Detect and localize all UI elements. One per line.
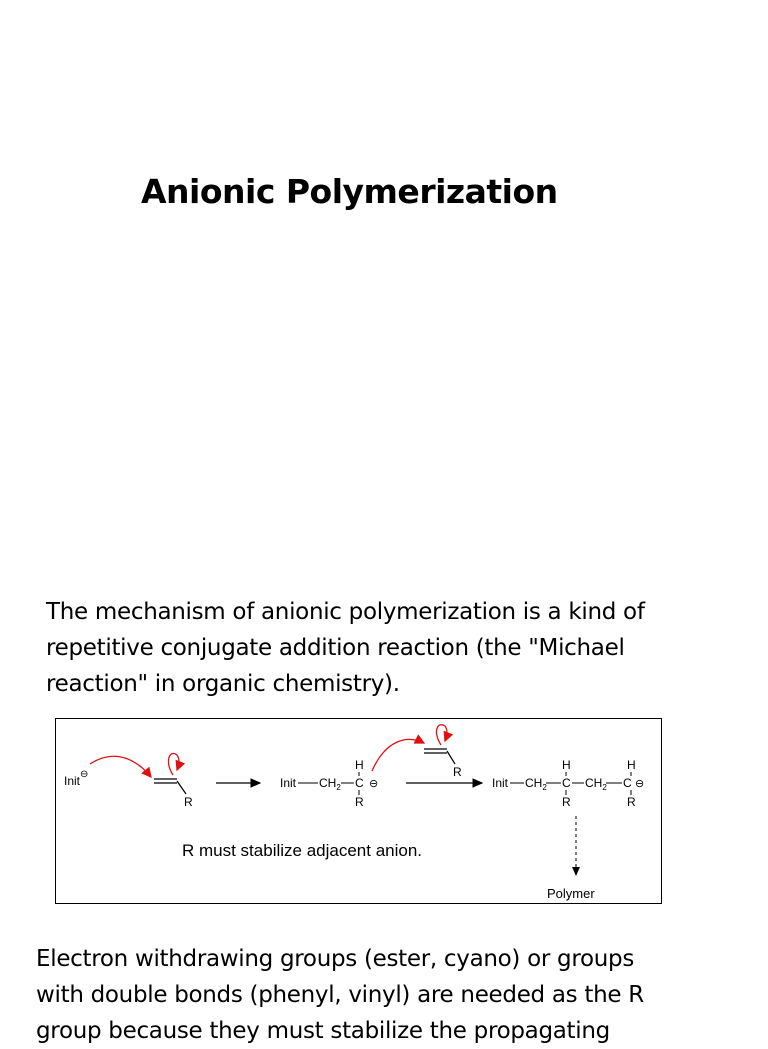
polymer-label: Polymer (547, 886, 595, 901)
initiator-label: Init (280, 776, 297, 790)
r-group-label: R (562, 795, 571, 809)
anion-charge-icon: ⊖ (80, 769, 89, 780)
r-group-label: R (355, 795, 364, 809)
pi-bond-arrow (436, 725, 446, 745)
carbon-label: C (355, 776, 364, 790)
ch2-label: $CH_2$ (525, 776, 547, 792)
bond-to-r (447, 751, 455, 764)
mechanism-diagram (56, 719, 663, 905)
r-group-label: R (453, 765, 462, 779)
hydrogen-label: H (562, 758, 571, 772)
initiator-label: Init (64, 774, 81, 788)
bond-to-r (177, 781, 186, 794)
slide-title: Anionic Polymerization (141, 172, 558, 211)
intro-line: repetitive conjugate addition reaction (the "Michael (46, 635, 625, 661)
intro-line: The mechanism of anionic polymerization is a kind of (46, 599, 645, 625)
intro-paragraph (46, 594, 746, 702)
explanation-line: with double bonds (phenyl, vinyl) are needed as the R (36, 982, 644, 1008)
mechanism-figure (55, 718, 662, 904)
r-group-label: R (184, 795, 193, 809)
electron-push-arrow (90, 756, 151, 777)
electron-push-arrow (372, 739, 424, 771)
intro-line: reaction" in organic chemistry). (46, 671, 400, 697)
explanation-line: Electron withdrawing groups (ester, cyano) or groups (36, 946, 635, 972)
pi-bond-arrow (168, 753, 178, 775)
explanation-paragraph (36, 941, 756, 1049)
carbon-label: C (562, 776, 571, 790)
initiator-label: Init (492, 776, 509, 790)
ch2-label: $CH_2$ (319, 776, 341, 792)
carbon-label: C (623, 776, 632, 790)
figure-note: R must stabilize adjacent anion. (182, 841, 423, 860)
hydrogen-label: H (355, 758, 364, 772)
hydrogen-label: H (627, 758, 636, 772)
anion-charge-icon: ⊖ (369, 778, 379, 790)
r-group-label: R (627, 795, 636, 809)
explanation-line: group because they must stabilize the propagating (36, 1018, 610, 1044)
anion-charge-icon: ⊖ (635, 778, 645, 790)
ch2-label: $CH_2$ (585, 776, 607, 792)
